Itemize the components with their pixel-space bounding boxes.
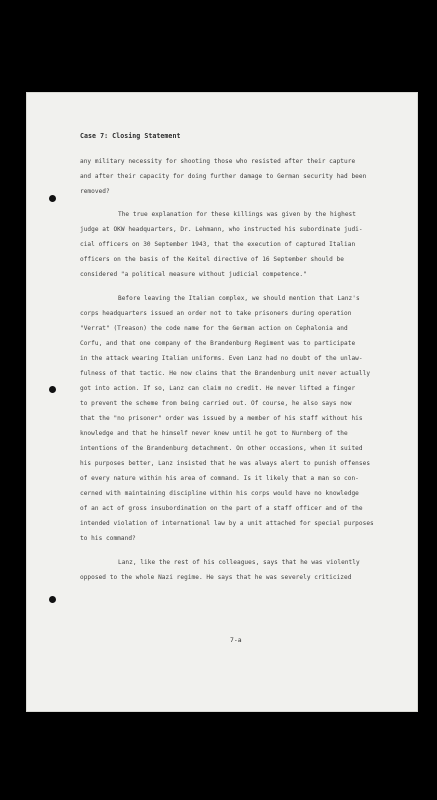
text-line: Corfu, and that one company of the Brandenburg Regiment was to participate: [80, 340, 356, 347]
text-line: officers on the basis of the Keitel directive of 16 September should be: [80, 256, 345, 263]
text-line: in the attack wearing Italian uniforms. Even Lanz had no doubt of the unlaw-: [80, 355, 363, 362]
text-line: cerned with maintaining discipline within his corps would have no knowledge: [80, 490, 359, 497]
text-line: any military necessity for shooting those who resisted after their capture: [80, 158, 356, 165]
text-line: opposed to the whole Nazi regime. He says that he was severely criticized: [80, 574, 352, 581]
text-line: fulness of that tactic. He now claims that the Brandenburg unit never actually: [80, 370, 371, 377]
text-line: his purposes better, Lanz insisted that he was always alert to punish offenses: [80, 460, 371, 467]
text-line: of every nature within his area of command. Is it likely that a man so con-: [80, 475, 359, 482]
text-line: "Verrat" (Treason) the code name for the German action on Cephalonia and: [80, 325, 348, 332]
text-line: to prevent the scheme from being carried out. Of course, he also says now: [80, 400, 352, 407]
text-line: Lanz, like the rest of his colleagues, says that he was violently: [118, 559, 360, 566]
page-number: 7-a: [230, 636, 242, 644]
text-line: of an act of gross insubordination on the part of a staff officer and of the: [80, 505, 363, 512]
punch-holes: [49, 92, 57, 712]
punch-hole: [49, 386, 56, 393]
text-line: Before leaving the Italian complex, we should mention that Lanz's: [118, 295, 360, 302]
text-line: that the "no prisoner" order was issued by a member of his staff without his: [80, 415, 363, 422]
text-line: judge at OKW headquarters, Dr. Lehmann, who instructed his subordinate judi-: [80, 226, 363, 233]
page-header: Case 7: Closing Statement: [80, 132, 181, 140]
text-line: considered "a political measure without judicial competence.": [80, 271, 307, 278]
text-line: intentions of the Brandenburg detachment. On other occasions, when it suited: [80, 445, 363, 452]
text-line: corps headquarters issued an order not to take prisoners during operation: [80, 310, 352, 317]
text-line: cial officers on 30 September 1943, that the execution of captured Italian: [80, 241, 356, 248]
text-line: intended violation of international law by a unit attached for special purposes: [80, 520, 374, 527]
document-page: [26, 92, 418, 712]
punch-hole: [49, 195, 56, 202]
text-line: to his command?: [80, 535, 136, 542]
punch-hole: [49, 596, 56, 603]
text-line: got into action. If so, Lanz can claim no credit. He never lifted a finger: [80, 385, 356, 392]
text-line: and after their capacity for doing further damage to German security had been: [80, 173, 367, 180]
text-line: The true explanation for these killings was given by the highest: [118, 211, 356, 218]
text-line: knowledge and that he himself never knew until he got to Nurnberg of the: [80, 430, 348, 437]
text-line: removed?: [80, 188, 110, 195]
